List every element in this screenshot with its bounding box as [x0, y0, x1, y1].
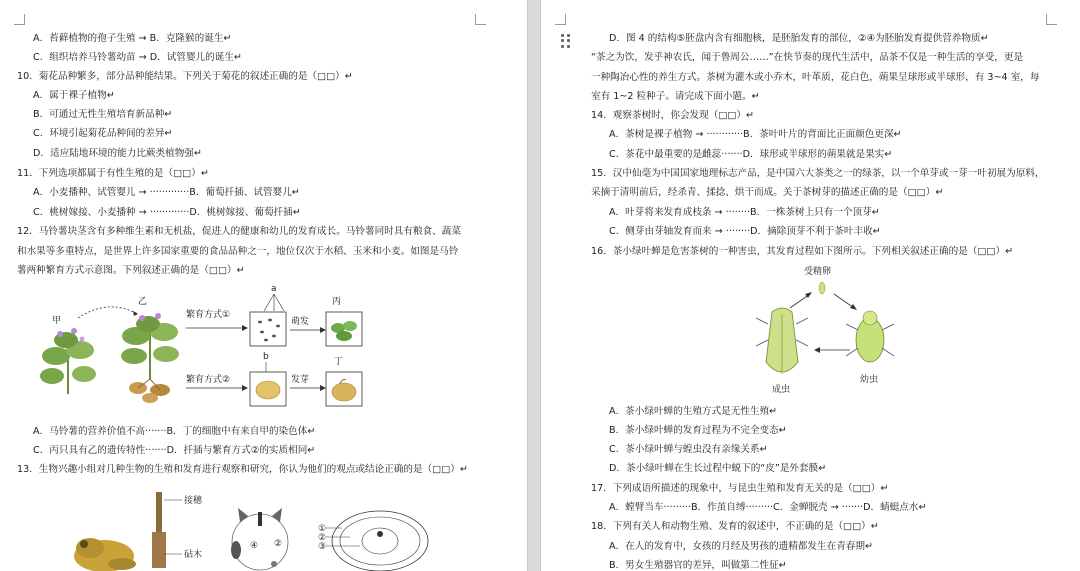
- label-adult: 成虫: [772, 385, 791, 395]
- label-sprout-2: 发芽: [291, 375, 310, 385]
- option-line[interactable]: A．茶树是裸子植物 → ············B．茶叶叶片的背面比正面颜色更深↵: [609, 129, 902, 140]
- question-line[interactable]: 15．汉中仙毫为中国国家地理标志产品，是中国六大茶类之一的绿茶，以一个单芽或一芽一叶初展为原料，: [591, 168, 1045, 179]
- option-line[interactable]: C．桃树嫁接、小麦播种 → ·············D．桃树嫁接、葡萄扦插↵: [33, 207, 301, 218]
- corner-mark: [1046, 14, 1057, 25]
- question-line[interactable]: 10．菊花品种繁多，部分品种能结果。下列关于菊花的叙述正确的是（□□）↵: [17, 71, 353, 82]
- potato-plant-yi-icon: [121, 313, 179, 403]
- question-line[interactable]: 14．观察茶树时，你会发现（□□）↵: [591, 110, 755, 121]
- option-line[interactable]: B．可通过无性生殖培育新品种↵: [33, 109, 173, 120]
- egg-label-3: ③: [318, 542, 327, 552]
- option-line[interactable]: C．侧芽由芽轴发育而来 → ········D．摘除顶芽不利于茶叶丰收↵: [609, 226, 881, 237]
- passage-line[interactable]: 一种陶冶心性的养生方式。茶树为灌木或小乔木，叶革质，花白色，蒴果呈球形或半球形，有 3~4 室，每: [591, 72, 1040, 83]
- label-stock: 砧木: [184, 550, 203, 560]
- question-line[interactable]: 薯两种繁育方式示意图。下列叙述正确的是（□□）↵: [17, 265, 245, 276]
- option-line[interactable]: C．茶小绿叶蝉与蝗虫没有亲缘关系↵: [609, 444, 768, 455]
- label-b: b: [263, 352, 269, 362]
- label-ding: 丁: [334, 357, 344, 367]
- egg-label-2: ②: [318, 533, 327, 543]
- question-line[interactable]: 18．下列有关人和动物生殖、发育的叙述中，不正确的是（□□）↵: [591, 521, 879, 532]
- question-line[interactable]: 16．茶小绿叶蝉是危害茶树的一种害虫，其发育过程如下图所示。下列相关叙述正确的是（□□）↵: [591, 246, 1014, 257]
- egg-label-1: ①: [318, 524, 327, 534]
- label-method-1: 繁育方式①: [186, 310, 231, 320]
- question-line[interactable]: 和水果等多重特点，是世界上许多国家重要的食品品种之一，地位仅次于水稻、玉米和小麦。如图是马铃: [17, 246, 459, 257]
- question-line[interactable]: 17．下列成语所描述的现象中，与昆虫生殖和发育无关的是（□□）↵: [591, 483, 889, 494]
- label-a: a: [271, 284, 277, 294]
- corner-mark: [475, 14, 486, 25]
- label-sprout-1: 萌发: [291, 317, 310, 327]
- option-line[interactable]: C．丙只具有乙的遗传特性·······D．扦插与繁育方式②的实质相同↵: [33, 445, 316, 456]
- potato-plant-jia-icon: [40, 328, 96, 394]
- option-line[interactable]: A．在人的发育中，女孩的月经及男孩的遗精都发生在青春期↵: [609, 541, 874, 552]
- potato-piece-icon: [256, 381, 280, 399]
- nymph-leafhopper-icon: [846, 311, 894, 362]
- q13-figures: [60, 486, 480, 571]
- option-line[interactable]: D．适应陆地环境的能力比蕨类植物强↵: [33, 148, 202, 159]
- leafhopper-lifecycle-figure: [746, 264, 906, 400]
- option-line[interactable]: C．茶花中最重要的是雌蕊·······D．球形或半球形的蒴果就是果实↵: [609, 149, 893, 160]
- label-nymph: 幼虫: [860, 375, 879, 385]
- question-line[interactable]: 12．马铃薯块茎含有多种维生素和无机盐，促进人的健康和幼儿的发育成长。马铃薯同时具有粮食、蔬菜: [17, 226, 461, 237]
- question-line[interactable]: 采摘于清明前后，经杀青、揉捻、烘干而成。关于茶树芽的描述正确的是（□□）↵: [591, 187, 944, 198]
- label-jia: 甲: [52, 316, 62, 326]
- egg-icon: [819, 282, 825, 294]
- passage-line[interactable]: “茶之为饮，发乎神农氏，闻于鲁周公……”在快节奏的现代生活中，品茶不仅是一种生活的享受，更是: [591, 52, 1024, 63]
- option-line[interactable]: A．属于裸子植物↵: [33, 90, 115, 101]
- option-line[interactable]: A．茶小绿叶蝉的生殖方式是无性生殖↵: [609, 406, 778, 417]
- option-line[interactable]: A．小麦播种、试管婴儿 → ·············B．葡萄扦插、试管婴儿↵: [33, 187, 300, 198]
- label-egg: 受精卵: [804, 267, 832, 277]
- option-line[interactable]: C．环境引起菊花品种间的差异↵: [33, 128, 173, 139]
- document-page-left: [0, 0, 527, 571]
- butterfly-lifecycle-icon: [231, 508, 288, 570]
- frog-icon: [74, 538, 136, 571]
- option-line[interactable]: D．图 4 的结构⑤胚盘内含有细胞核，是胚胎发育的部位，②④为胚胎发育提供营养物质↵: [609, 33, 989, 44]
- adult-leafhopper-icon: [756, 308, 808, 374]
- option-line[interactable]: A．螳臂当车·········B．作茧自缚·········C．金蝉脱壳 → ·······D．蜻蜓点水↵: [609, 502, 927, 513]
- question-line[interactable]: 13．生物兴趣小组对几种生物的生殖和发育进行观察和研究，你认为他们的观点或结论正确的是（□□）↵: [17, 464, 468, 475]
- potato-propagation-figure: [38, 284, 368, 410]
- option-line[interactable]: B．茶小绿叶蝉的发育过程为不完全变态↵: [609, 425, 787, 436]
- corner-mark: [14, 14, 25, 25]
- egg-structure-icon: [318, 511, 428, 571]
- grafting-icon: [152, 492, 182, 568]
- svg-text:④: ④: [250, 541, 259, 551]
- question-line[interactable]: 11．下列选项都属于有性生殖的是（□□）↵: [17, 168, 209, 179]
- document-page-right: [541, 0, 1080, 571]
- drag-handle-icon[interactable]: [561, 34, 571, 48]
- label-bing: 丙: [332, 297, 342, 307]
- svg-text:②: ②: [274, 539, 283, 549]
- option-line[interactable]: A．马铃薯的营养价值不高·······B．丁的细胞中有来自甲的染色体↵: [33, 426, 316, 437]
- option-line[interactable]: D．茶小绿叶蝉在生长过程中蜕下的“皮”是外套膜↵: [609, 463, 827, 474]
- option-line[interactable]: B．男女生殖器官的差异，叫做第二性征↵: [609, 560, 787, 571]
- label-method-2: 繁育方式②: [186, 375, 231, 385]
- label-scion: 接穗: [184, 496, 203, 506]
- label-yi: 乙: [138, 297, 148, 307]
- corner-mark: [555, 14, 566, 25]
- option-line[interactable]: A．叶芽将来发育成枝条 → ········B．一株茶树上只有一个顶芽↵: [609, 207, 880, 218]
- passage-line[interactable]: 室有 1~2 粒种子。请完成下面小题。↵: [591, 91, 760, 102]
- page-gutter: [527, 0, 541, 571]
- option-line[interactable]: C．组织培养马铃薯幼苗 → D．试管婴儿的诞生↵: [33, 52, 242, 63]
- option-line[interactable]: A．苔藓植物的孢子生殖 → B．克隆猴的诞生↵: [33, 33, 232, 44]
